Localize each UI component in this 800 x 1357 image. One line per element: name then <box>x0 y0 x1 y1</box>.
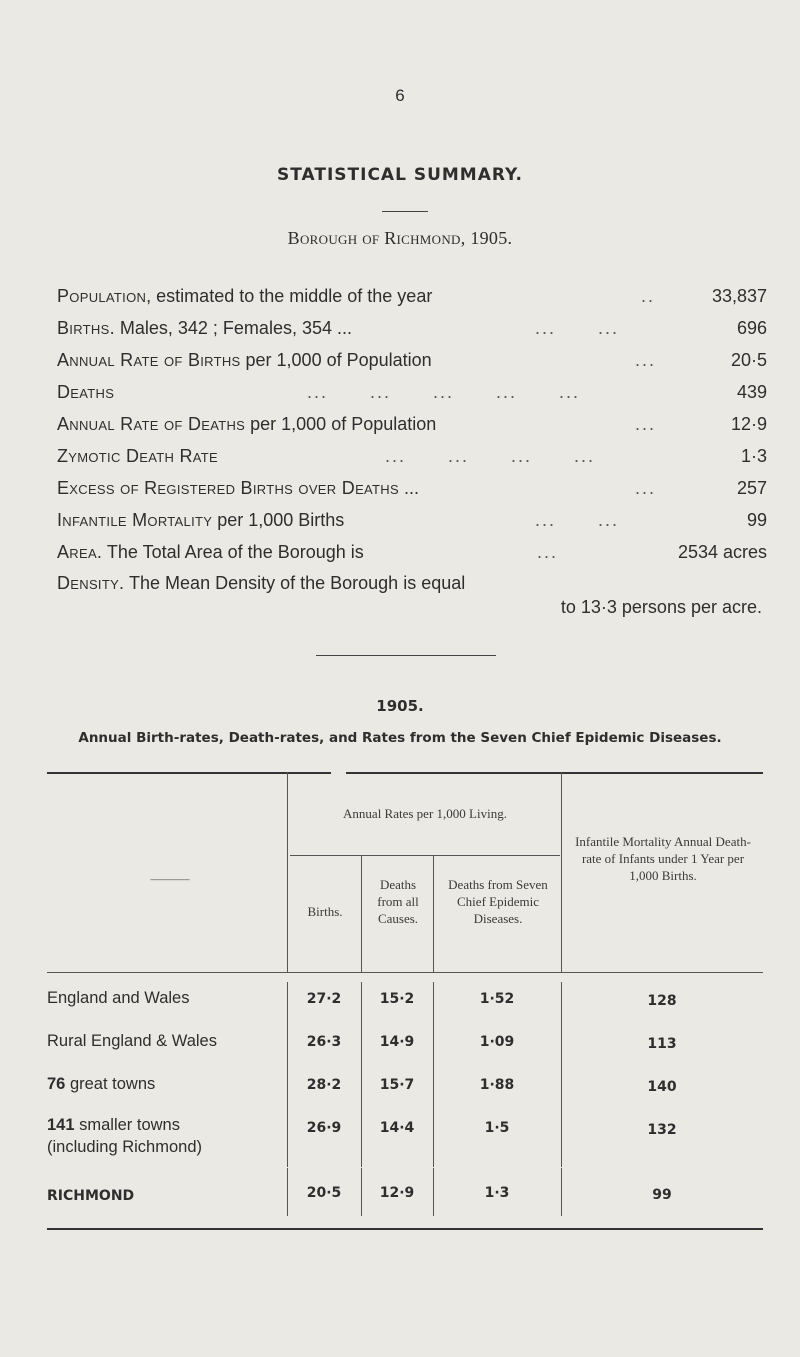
leader-dots: ... ... ... ... ... <box>307 382 581 402</box>
cell-deaths-all: 15·7 <box>379 1077 415 1093</box>
stat-label-rest: per 1,000 Births <box>212 510 345 530</box>
group-rule <box>290 855 560 856</box>
column-divider <box>361 856 362 972</box>
stat-label: Annual Rate of Deaths <box>57 414 246 434</box>
column-header-births: Births. <box>307 904 343 919</box>
cell-infant: 140 <box>647 1079 677 1095</box>
stat-row-zymotic <box>57 446 767 472</box>
table-title: Annual Birth-rates, Death-rates, and Rates from the Seven Chief Epidemic Diseases. <box>78 730 722 746</box>
column-divider <box>361 1168 362 1216</box>
stat-label-rest: The Mean Density of the Borough is equal <box>124 573 466 593</box>
leader-dots: ... <box>635 414 657 434</box>
stat-row-infantile <box>57 510 767 536</box>
column-divider <box>433 982 434 1167</box>
leader-dots: ... <box>635 350 657 370</box>
stat-value: 2534 acres <box>677 542 767 562</box>
cell-deaths-all: 14·4 <box>379 1120 415 1136</box>
stat-label: Births. <box>57 318 115 338</box>
row-label-richmond: RICHMOND <box>47 1188 135 1204</box>
leader-dots: ... ... <box>535 318 620 338</box>
stat-row-population <box>57 286 767 312</box>
table-top-rule <box>47 772 331 774</box>
density-continuation: to 13·3 persons per acre. <box>560 597 762 617</box>
stat-row-births <box>57 318 767 344</box>
column-divider <box>361 982 362 1167</box>
leader-dots: ... <box>537 542 559 562</box>
stat-value: 33,837 <box>711 286 767 306</box>
page-title: STATISTICAL SUMMARY. <box>277 165 523 185</box>
column-header-infant-mortality: Infantile Mortality Annual Death-rate of Infants under 1 Year per 1,000 Births. <box>575 834 751 883</box>
cell-births: 28·2 <box>306 1077 342 1093</box>
row-label: England and Wales <box>47 989 190 1007</box>
stat-value: 12·9 <box>730 414 767 434</box>
stat-label: Annual Rate of Births <box>57 350 241 370</box>
stat-value: 20·5 <box>730 350 767 370</box>
stat-value: 257 <box>736 478 767 498</box>
page-number: 6 <box>395 86 405 105</box>
stat-value: 439 <box>736 382 767 402</box>
table-year: 1905. <box>376 697 424 715</box>
leader-dots: ... ... <box>535 510 620 530</box>
cell-births: 26·9 <box>306 1120 342 1136</box>
cell-infant: 113 <box>647 1036 677 1052</box>
stat-label: Excess of Registered Births over Deaths <box>57 478 399 498</box>
header-rule <box>47 972 763 973</box>
column-divider <box>287 982 288 1167</box>
cell-deaths-epidemic: 1·88 <box>479 1077 515 1093</box>
stat-value: 1·3 <box>740 446 767 466</box>
column-divider <box>561 1168 562 1216</box>
stat-row-density <box>57 573 767 599</box>
table-bottom-rule <box>47 1228 763 1230</box>
row-label: 76 great towns <box>47 1075 156 1093</box>
leader-dots: ... <box>635 478 657 498</box>
cell-deaths-all: 14·9 <box>379 1034 415 1050</box>
cell-infant: 132 <box>647 1122 677 1138</box>
corner-dash: ——— <box>150 871 190 886</box>
stat-label: Area. <box>57 542 103 562</box>
cell-deaths-epidemic: 1·52 <box>479 991 515 1007</box>
stat-label-rest: Males, 342 ; Females, 354 ... <box>114 318 352 338</box>
column-divider <box>287 1168 288 1216</box>
stat-label: Zymotic Death Rate <box>57 446 218 466</box>
stat-label-rest: ... <box>398 478 419 498</box>
cell-deaths-all: 12·9 <box>379 1185 415 1201</box>
stat-label-rest: per 1,000 of Population <box>240 350 432 370</box>
column-divider <box>433 1168 434 1216</box>
stat-label-rest: The Total Area of the Borough is <box>102 542 364 562</box>
stat-value: 696 <box>736 318 767 338</box>
column-header-deaths-epidemic: Deaths from Seven Chief Epidemic Diseases. <box>448 877 548 926</box>
row-label: Rural England & Wales <box>47 1032 217 1050</box>
column-divider <box>433 856 434 972</box>
table-top-rule <box>346 772 763 774</box>
stat-label: Deaths <box>57 382 115 402</box>
cell-births: 26·3 <box>306 1034 342 1050</box>
stat-row-death-rate <box>57 414 767 440</box>
stat-label: Population <box>57 286 147 306</box>
leader-dots: .. <box>641 286 656 306</box>
divider <box>316 655 496 656</box>
row-label: 141 smaller towns (including Richmond) <box>47 1116 202 1156</box>
stat-row-birth-rate <box>57 350 767 376</box>
cell-deaths-epidemic: 1·3 <box>484 1185 510 1201</box>
leader-dots: ... ... ... ... <box>385 446 596 466</box>
cell-births: 20·5 <box>306 1185 342 1201</box>
cell-deaths-epidemic: 1·09 <box>479 1034 515 1050</box>
column-divider <box>561 982 562 1167</box>
stat-label: Density. <box>57 573 125 593</box>
subheading: Borough of Richmond, 1905. <box>287 228 513 248</box>
stat-label-rest: , estimated to the middle of the year <box>146 286 433 306</box>
stat-row-area <box>57 542 767 568</box>
cell-births: 27·2 <box>306 991 342 1007</box>
divider <box>382 211 428 212</box>
column-divider <box>561 772 562 972</box>
stat-row-excess <box>57 478 767 504</box>
stat-label: Infantile Mortality <box>57 510 213 530</box>
cell-deaths-epidemic: 1·5 <box>484 1120 510 1136</box>
column-divider <box>287 772 288 972</box>
column-header-deaths-all: Deaths from all Causes. <box>377 877 419 926</box>
stat-label-rest: per 1,000 of Population <box>245 414 437 434</box>
cell-infant: 128 <box>647 993 677 1009</box>
group-header: Annual Rates per 1,000 Living. <box>343 806 507 821</box>
stat-value: 99 <box>746 510 767 530</box>
stat-row-deaths <box>57 382 767 408</box>
cell-deaths-all: 15·2 <box>379 991 415 1007</box>
cell-infant: 99 <box>652 1187 672 1203</box>
